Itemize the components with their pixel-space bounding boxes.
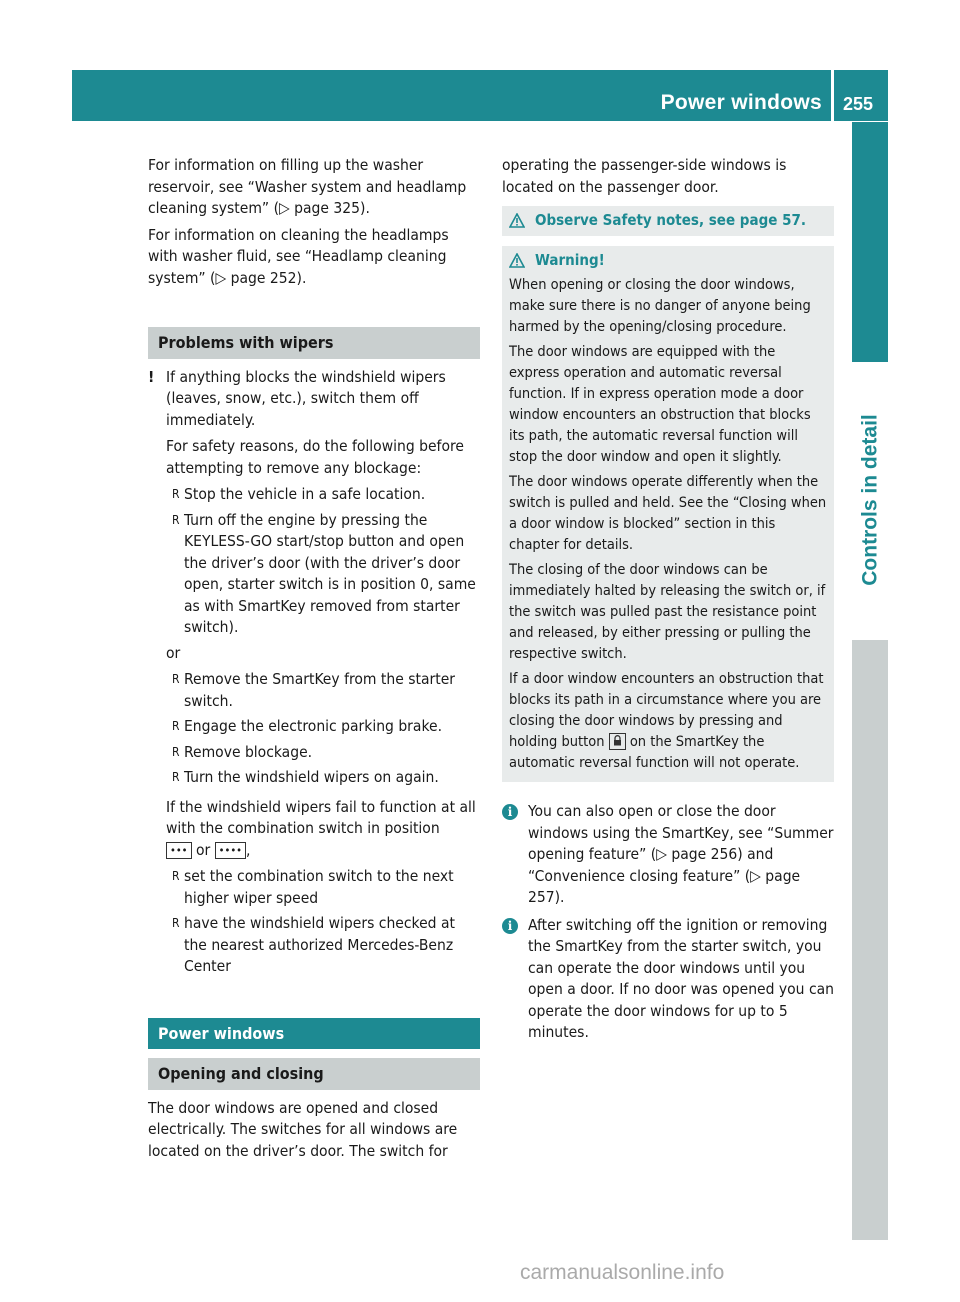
- right-column: [502, 155, 834, 1050]
- fail-block: [148, 797, 480, 978]
- warning-box: [502, 246, 834, 783]
- wiper-position-3-key: •••: [166, 842, 192, 859]
- list-item-text: Engage the electronic parking brake.: [184, 717, 442, 735]
- list-item-text: Turn the windshield wipers on again.: [184, 768, 439, 786]
- side-tab-block: [852, 122, 888, 362]
- warning-triangle-icon: [509, 213, 525, 228]
- list-item: [166, 866, 480, 909]
- warning-triangle-icon: [509, 253, 525, 268]
- opening-closing-heading: Opening and closing: [148, 1058, 480, 1090]
- page-number: 255: [843, 94, 874, 114]
- continued-text: operating the passenger-side windows is located on the passenger door.: [502, 156, 787, 196]
- warning-paragraph: The door windows operate differently when the switch is pulled and held. See the “Closing when a door window is blocked” section in this chapter for details.: [509, 474, 827, 553]
- or-text: or: [166, 643, 181, 662]
- list-item: [166, 484, 480, 506]
- list-item-text: Remove the SmartKey from the starter switch.: [184, 670, 456, 710]
- safety-notes-box: [502, 206, 834, 236]
- exclamation-icon: !: [148, 367, 155, 386]
- list-item-text: Stop the vehicle in a safe location.: [184, 485, 426, 503]
- header-title: Power windows: [660, 91, 822, 114]
- list-item: [166, 669, 480, 712]
- spacer: [502, 787, 834, 801]
- side-tab-text: Controls in detail: [858, 414, 882, 586]
- side-tab-label: [848, 380, 892, 620]
- warning-paragraph: The door windows are equipped with the express operation and automatic reversal function. If in express operation mode a door window encounters an obstruction that blocks its path, the automatic reversal function will stop the door window and open it slightly.: [509, 344, 811, 465]
- info-text: After switching off the ignition or removing the SmartKey from the starter switch, you can operate the door windows until you open a door. If no door was opened you can operate the door windows for up to 5 minutes.: [528, 915, 835, 1041]
- bullet-icon: R: [172, 916, 180, 930]
- power-windows-heading: Power windows: [148, 1018, 480, 1050]
- list-item-text: Remove blockage.: [184, 742, 313, 761]
- note-body: [166, 367, 480, 793]
- bullet-icon: R: [172, 719, 180, 733]
- note-text: If anything blocks the windshield wipers (leaves, snow, etc.), switch them off immediately.: [166, 367, 446, 429]
- opening-text: The door windows are opened and closed electrically. The switches for all windows are located on the driver’s door. The switch for: [148, 1098, 458, 1160]
- lock-button-icon: [609, 733, 626, 750]
- intro-paragraph: For information on cleaning the headlamps with washer fluid, see “Headlamp cleaning system” (▷ page 252).: [148, 225, 449, 287]
- list-item: [166, 510, 480, 639]
- side-tab-lower-block: [852, 640, 888, 1240]
- info-icon: i: [502, 918, 518, 934]
- bullet-icon: R: [172, 744, 180, 759]
- list-item: [166, 767, 480, 789]
- bullet-icon: R: [172, 512, 180, 527]
- wiper-position-4-key: ••••: [215, 842, 246, 859]
- warning-title: Warning!: [535, 250, 605, 269]
- safety-notes-header: [509, 206, 827, 236]
- safety-text: For safety reasons, do the following before attempting to remove any blockage:: [166, 437, 464, 477]
- list-item: [166, 716, 480, 738]
- fail-text: If the windshield wipers fail to function at all with the combination switch in position ••• or •••• ,: [166, 797, 476, 859]
- page-header: [72, 70, 888, 121]
- bullet-icon: R: [172, 869, 180, 883]
- info-icon: i: [502, 804, 518, 820]
- list-item: [166, 913, 480, 978]
- list-item: [166, 742, 480, 764]
- bullet-icon: R: [172, 672, 180, 686]
- list-item-text: Turn off the engine by pressing the KEYLESS-GO start/stop button and open the driver’s door (with the driver’s door open, starter switch is in position 0, same as with SmartKey removed from starter switch).: [184, 510, 476, 636]
- info-text: You can also open or close the door windows using the SmartKey, see “Summer opening feature” (▷ page 256) and “Convenience closing feature” (▷ page 257).: [528, 802, 834, 906]
- header-separator: [831, 70, 834, 121]
- warning-paragraph: The closing of the door windows can be immediately halted by releasing the switch or, if the switch was pulled past the resistance point and released, by either pressing or pulling the respective switch.: [509, 562, 826, 662]
- info-note: [502, 801, 834, 909]
- list-item-text: set the combination switch to the next higher wiper speed: [184, 867, 454, 907]
- warning-paragraph: If a door window encounters an obstruction that blocks its path in a circumstance where you are closing the door windows by pressing and holding button on the SmartKey the automatic reversal function will not operate.: [509, 671, 824, 771]
- warning-paragraph: When opening or closing the door windows, make sure there is no danger of anyone being harmed by the opening/closing procedure.: [509, 277, 811, 335]
- blockage-note: [148, 367, 480, 793]
- left-column: [148, 155, 480, 1167]
- safety-notes-text: Observe Safety notes, see page 57.: [535, 211, 806, 229]
- problems-heading: Problems with wipers: [148, 327, 480, 359]
- watermark: carmanualsonline.info: [520, 1261, 725, 1284]
- warning-header: [509, 246, 827, 276]
- info-note: [502, 915, 834, 1044]
- intro-paragraph: For information on filling up the washer reservoir, see “Washer system and headlamp cleaning system” (▷ page 325).: [148, 156, 467, 217]
- bullet-icon: R: [172, 487, 180, 501]
- bullet-icon: R: [172, 770, 180, 784]
- list-item-text: have the windshield wipers checked at the nearest authorized Mercedes-Benz Center: [184, 914, 455, 975]
